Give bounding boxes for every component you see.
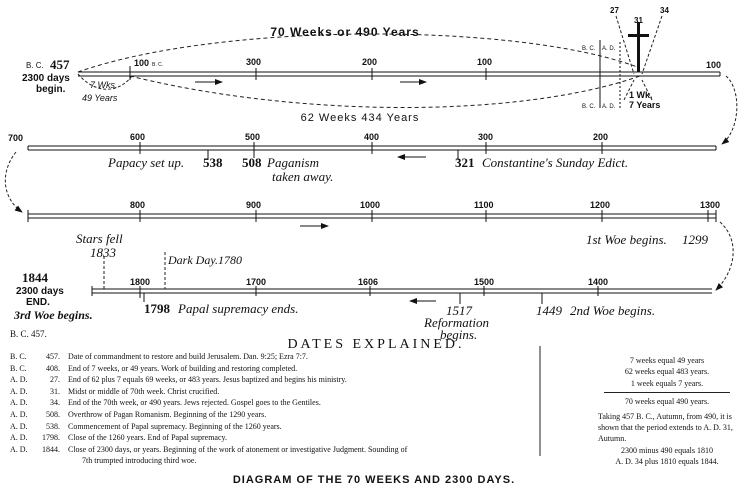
one-week-label: 1 Wk. [629,90,653,100]
event-label: 2nd Woe begins. [570,303,656,318]
event-label: Reformation [424,315,489,330]
side-calc: A. D. 34 plus 1810 equals 1844. [615,457,719,467]
event-year: 1798 [144,301,170,316]
year-cell: 1844. [42,444,60,454]
side-line: 1 week equals 7 years. [630,378,704,388]
end-line1: 2300 days [16,286,64,297]
side-total: 70 weeks equal 490 years. [624,397,710,407]
divider [604,392,730,393]
desc-cell: Overthrow of Pagan Romanism. Beginning of the 1290 years. [68,409,267,419]
desc-cell: Commencement of Papal supremacy. Beginning of the 1260 years. [68,421,282,431]
era-cell: A. D. [10,386,28,396]
row-3 [28,200,720,247]
cross-year-31: 31 [634,16,643,25]
year-cell: 538. [46,421,60,431]
table-row [10,351,530,363]
start-line2: begin. [36,84,66,95]
stars-fell-year: 1833 [90,245,116,260]
year-cell: 408. [46,363,60,373]
tick-label: 100 [134,58,150,68]
event-year: 1517 [446,303,472,318]
side-calc: 2300 minus 490 equals 1810 [621,445,713,455]
event-label: Papal supremacy ends. [178,301,299,316]
event-label: Papacy set up. [108,155,185,170]
end-line3: 3rd Woe begins. [14,308,93,322]
connector-left-1 [5,152,22,212]
ad-marker-lower: A. D. [602,104,616,110]
year-cell: 457. [46,352,60,361]
desc-cell: Date of commandment to restore and build Jerusalem. Dan. 9:25; Ezra 7:7. [68,352,308,361]
tick-label: 1500 [474,277,495,287]
side-line: 7 weeks equal 49 years [629,356,705,365]
era-cell: B. C. [10,363,27,373]
caption: DIAGRAM OF THE 70 WEEKS AND 2300 DAYS. [232,474,516,486]
tick-label: 1300 [700,200,721,210]
bc-marker-lower: B. C. [582,104,596,110]
tick-label: 100 [706,60,722,70]
tick-label: 400 [364,132,380,142]
table-row [10,455,530,467]
table-row [10,432,530,444]
dark-day-label: Dark Day.1780 [168,253,242,267]
desc-cell: End of the 70th week, or 490 years. Jews rejected. Gospel goes to the Gentiles. [68,398,321,408]
desc-cell: End of 7 weeks, or 49 years. Work of building and restoring completed. [68,363,298,373]
connector-right-1 [722,76,737,144]
dates-table [10,351,530,467]
desc-cell: Close of 2300 days, or years. Beginning of the work of atonement or investigative Judgment. Sounding of [68,444,408,454]
tick-label: 1700 [246,277,267,287]
tick-label: 200 [593,132,609,142]
tick-label: 100 [477,57,493,67]
side-line: 62 weeks equal 483 years. [624,367,710,377]
bc-marker: B. C. [582,46,596,52]
top-row [22,6,721,124]
era-cell: A. D. [10,398,28,408]
era-cell: A. D. [10,433,28,443]
event-year: 1449 [536,303,562,318]
desc-cell: Close of the 1260 years. End of Papal supremacy. [68,433,227,443]
era-cell: B. C. [10,352,27,361]
start-year: 457 [50,57,70,72]
tick-label: 1000 [360,200,381,210]
tick-label: 800 [130,200,146,210]
stars-fell-label: Stars fell [76,231,123,246]
table-row [10,421,530,433]
tick-label: 1100 [474,200,494,210]
row-2 [8,132,716,184]
era-cell: A. D. [10,421,28,431]
table-row [10,444,530,456]
connector-right-2 [716,222,733,290]
tick-label: 1800 [130,277,151,287]
start-line1: 2300 days [22,73,70,84]
tick-label: 300 [478,132,494,142]
event-label: Paganism [267,155,319,170]
desc-cell: Midst or middle of 70th week. Christ crucified. [68,386,220,396]
side-paragraph: Taking 457 B. C., Autumn, from 490, it is shown that the period extends to A. D. 31, Autumn. [598,411,733,444]
year-cell: 1798. [42,433,60,443]
tick-label: 600 [130,132,146,142]
tick-label: 200 [362,57,378,67]
ad-marker: A. D. [602,46,616,52]
desc-cell: End of 62 plus 7 equals 69 weeks, or 483 years. Jesus baptized and begins his ministry. [68,375,347,385]
tick-label: 1606 [358,277,379,287]
table-row [10,386,530,398]
cross-year-34: 34 [660,6,669,15]
year-cell: 31. [50,386,60,396]
table-row [10,409,530,421]
tick-bc-small: B. C. [152,62,164,68]
tick-label: 900 [246,200,262,210]
start-era: B. C. [26,61,44,70]
era-cell: A. D. [10,409,28,419]
desc-continuation: 7th trumpted introducing third woe. [82,456,197,466]
year-cell: 34. [50,398,60,408]
table-row [10,397,530,409]
table-row [10,374,530,386]
event-label: Constantine's Sunday Edict. [482,155,629,170]
event-year: 538 [203,155,223,170]
seven-years-label: 7 Years [629,100,661,110]
tick-label: 1400 [588,277,609,287]
pre-label: B. C. 457. [10,329,47,339]
event-label: taken away. [272,169,334,184]
forty-nine-years-label: 49 Years [82,93,118,103]
event-label: 1st Woe begins. [586,232,667,247]
side-notes [598,355,736,468]
span-62-weeks-arc [130,76,640,108]
event-year: 508 [242,155,262,170]
era-cell: A. D. [10,444,28,454]
seven-weeks-label: 7 Wks. [90,80,118,90]
table-row [10,363,530,375]
tick-label: 700 [8,133,24,143]
year-cell: 27. [50,375,60,385]
tick-label: 500 [245,132,261,142]
end-year: 1844 [22,270,48,285]
row-4 [13,231,712,342]
tick-label: 300 [246,57,262,67]
event-year: 1299 [682,232,708,247]
tick-label: 1200 [590,200,611,210]
span-70-weeks-label: 70 Weeks or 490 Years [270,25,420,39]
event-label: begins. [440,327,478,342]
era-cell: A. D. [10,375,28,385]
year-cell: 508. [46,409,60,419]
event-year: 321 [455,155,475,170]
end-line2: END. [26,297,50,308]
cross-year-27: 27 [610,6,619,15]
span-62-weeks-label: 62 Weeks 434 Years [300,112,420,124]
dates-explained-heading: DATES EXPLAINED. [287,337,465,352]
